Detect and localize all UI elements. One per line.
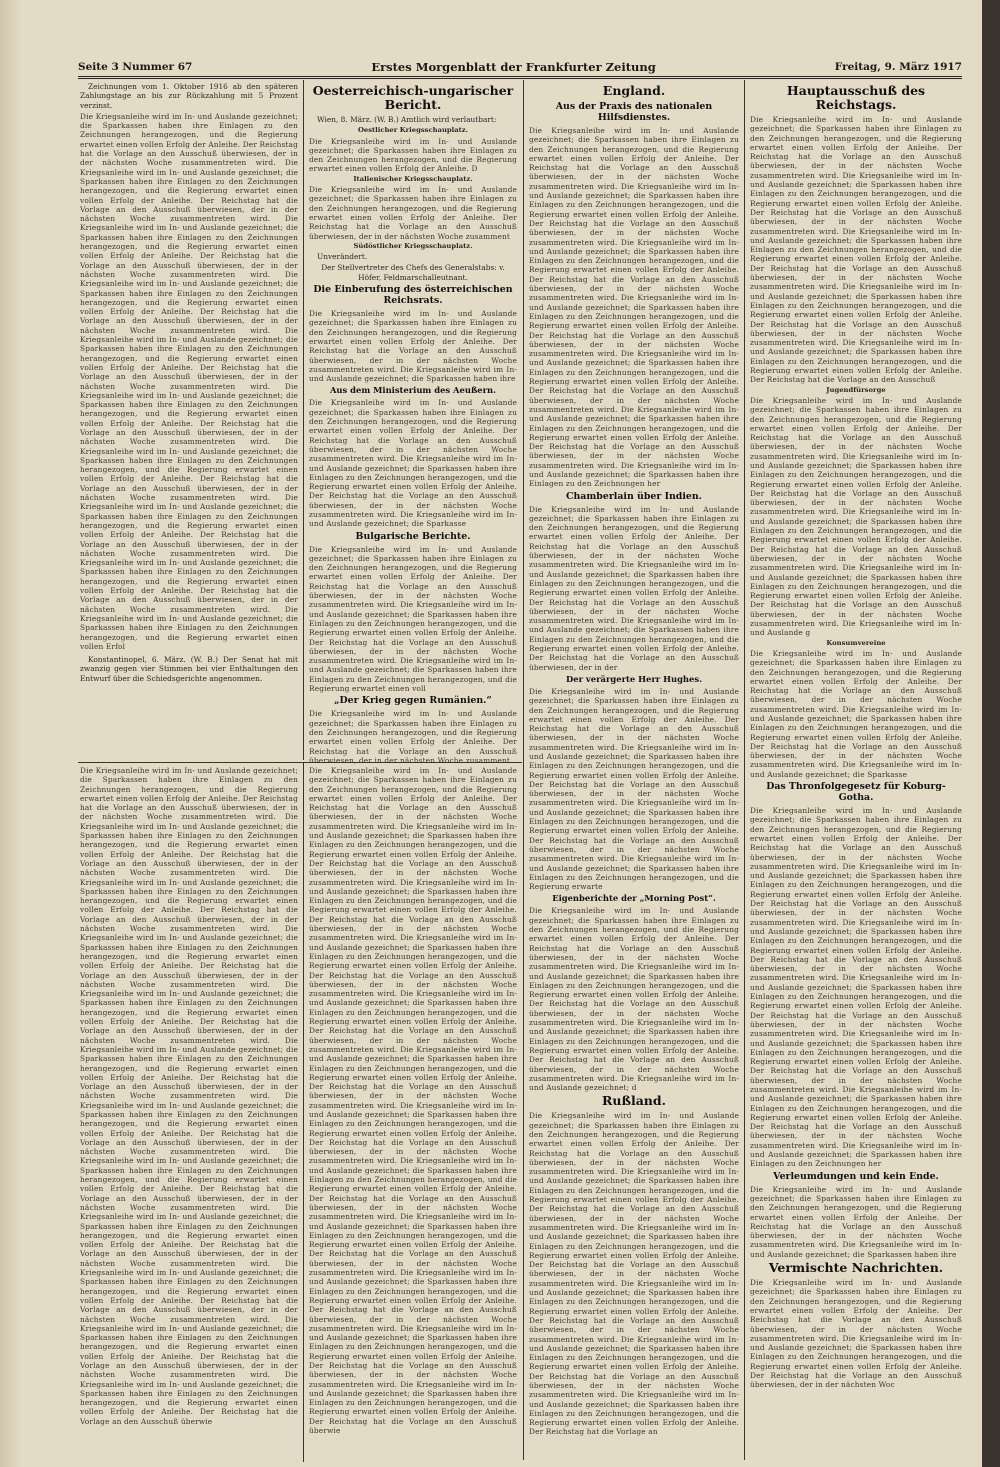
article-body: Die Kriegsanleihe wird im In- und Auslande gezeichnet; die Sparkassen haben ihre Einlagen zu den Zeichnungen herangezogen, und die Regierung erwartet einen vollen Erfolg der Anleihe. Der Reichstag hat die Vorlage an den Ausschuß überwiesen, der in der nächsten Woche zusammentreten wird. Die Kriegsanleihe wird im In- und Auslande gezeichnet; die Sparkassen haben ihre Einlagen zu den Zeichnungen herangezogen, und die Regierung erwartet einen vollen Erfolg der Anleihe. Der Reichstag hat die Vorlage an den Ausschuß überwiesen, der in der nächsten Woche zusammentreten wird. Die Kriegsanleihe wird im In- und Auslande gezeichnet; die Sparkasse [309, 398, 517, 529]
article-body: Die Kriegsanleihe wird im In- und Auslande gezeichnet; die Sparkassen haben ihre Einlagen zu den Zeichnungen herangezogen, und die Regierung erwartet einen vollen Erfolg der Anleihe. Der Reichstag hat die Vorlage an den Ausschuß überwiesen, der in der nächsten Woche zusammentreten wird. Die Kriegsanleihe wird im In- und Auslande gezeichnet; die Sparkassen haben ihre Einlagen zu den Zeichnungen herangezogen, und die Regierung erwartet einen vollen Erfolg der Anleihe. Der Reichstag hat die Vorlage an den Ausschuß überwiesen, der in der nächsten Woche zusammentreten wird. Die Kriegsanleihe wird im In- und Auslande gezeichnet; die Sparkassen haben ihre Einlagen zu den Zeichnungen herangezogen, und die Regierung erwartet einen vollen Erfolg der Anleihe. Der Reichstag hat die Vorlage an den Ausschuß überwiesen, der in der nächsten Woche zusammentreten wird. Die Kriegsanleihe wird im In- und Auslande gezeichnet; die Sparkassen haben ihre Einlagen zu den Zeichnungen herangezogen, und die Regierung erwarte [529, 686, 739, 892]
column-divider [523, 80, 524, 1460]
subheading: Oestlicher Kriegsschauplatz. [357, 126, 469, 135]
headline-oesterreich: Oesterreichisch-ungarischer Bericht. [312, 83, 514, 112]
subheading: Italienischer Kriegsschauplatz. [353, 174, 473, 183]
headline-hilfsdienst: Aus der Praxis des nationalen Hilfsdienstes. [555, 101, 713, 123]
article-body: Die Kriegsanleihe wird im In- und Auslande gezeichnet; die Sparkassen haben ihre Einlagen zu den Zeichnungen herangezogen, und die Regierung erwartet einen vollen Erfolg der Anleihe. Der Reichstag hat die Vorlage an den Ausschuß überwiesen, der in der nächsten Woche zusammentreten wird. Die Kriegsanleihe wird im In- und Auslande gezeichnet; die Sparkassen haben ihre Einlagen zu den Zeichnungen herangezogen, und die Regierung erwartet einen vollen Erfolg der Anleihe. Der Reichstag hat die Vorlage an den Ausschuß überwiesen, der in der nächsten Woche zusammentreten wird. Die Kriegsanleihe wird im In- und Auslande gezeichnet; die Sparkassen haben ihre Einlagen zu den Zeichnungen herangezogen, und die Regierung erwartet einen vollen Erfolg der Anleihe. Der Reichstag hat die Vorlage an den Ausschuß überwiesen, der in der nächsten Woche zusammentreten wird. Die Kriegsanleihe wird im In- und Auslande gezeichnet; die Sparkassen haben ihre Einlagen zu den Zeichnungen herangezogen, und die Regierung erwartet einen vollen Erfolg der Anleihe. Der Reichstag hat die Vorlage an den Ausschuß überwiesen, der in der nächsten Woche zusammentreten wird. Die Kriegsanleihe wird im In- und Auslande gezeichnet; die Sparkassen haben ihre Einlagen zu den Zeichnungen herangezogen, und die Regierung erwartet einen vollen Erfolg der Anleihe. Der Reichstag hat die Vorlage an den Ausschuß überwiesen, der in der nächsten Woche zusammentreten wird. Die Kriegsanleihe wird im In- und Auslande gezeichnet; die Sparkassen haben ihre Einlagen zu den Zeichnungen herangezogen, und die Regierung erwartet einen vollen Erfolg der Anleihe. Der Reichstag hat die Vorlage an [529, 1111, 739, 1437]
headline-vermischte: Vermischte Nachrichten. [768, 1260, 944, 1276]
article-body: Die Kriegsanleihe wird im In- und Auslande gezeichnet; die Sparkassen haben ihre Einlagen zu den Zeichnungen herangezogen, und die Regierung erwartet einen vollen Erfolg der Anleihe. Der Reichstag hat die Vorlage an den Ausschuß überwiesen, der in der nächsten Woche zusammentreten wird. Die Kriegsanleihe wird im In- und Auslande gezeichnet; die Sparkassen haben ihre Einlagen zu den Zeichnungen herangezogen, und die Regierung erwartet einen vollen Erfolg der Anleihe. Der Reichstag hat die Vorlage an den Ausschuß überwiesen, der in der nächsten Woche zusammentreten wird. Die Kriegsanleihe wird im In- und Auslande gezeichnet; die Sparkassen haben ihre Einlagen zu den Zeichnungen herangezogen, und die Regierung erwartet einen vollen Erfolg der Anleihe. Der Reichstag hat die Vorlage an den Ausschuß überwiesen, der in der nächsten Woche zusammentreten wird. Die Kriegsanleihe wird im In- und Auslande gezeichnet; d [529, 906, 739, 1093]
column-2-lower [309, 766, 517, 1460]
headline-hughes: Der verärgerte Herr Hughes. [566, 673, 702, 684]
article-body: Die Kriegsanleihe wird im In- und Auslande gezeichnet; die Sparkassen haben ihre Einlagen zu den Zeichnungen herangezogen, und die Regierung erwartet einen vollen Erfolg der Anleihe. Der Reichstag hat die Vorlage an den Ausschuß überwiesen, der in der nächsten Woche zusammentreten wird. Die Kriegsanleihe wird im In- und Auslande gezeichnet; die Sparkassen haben ihre [309, 309, 517, 384]
article-body: Die Kriegsanleihe wird im In- und Auslande gezeichnet; die Sparkassen haben ihre Einlagen zu den Zeichnungen herangezogen, und die Regierung erwartet einen vollen Erfolg der Anleihe. Der Reichstag hat die Vorlage an den Ausschuß überwiesen, der in der nächsten Woche zusammentreten wird. Die Kriegsanleihe wird im In- und Auslande gezeichnet; die Sparkassen haben ihre Einlagen zu den Zeichnungen herangezogen, und die Regierung erwartet einen vollen Erfolg der Anleihe. Der Reichstag hat die Vorlage an den Ausschuß überwiesen, der in der nächsten Woche zusammentreten wird. Die Kriegsanleihe wird im In- und Auslande gezeichnet; die Sparkassen haben ihre Einlagen zu den Zeichnungen herangezogen, und die Regierung erwartet einen vollen Erfolg der Anleihe. Der Reichstag hat die Vorlage an den Ausschuß überwiesen, der in der nächsten Woche zusammentreten wird. Die Kriegsanleihe wird im In- und Auslande gezeichnet; die Sparkassen haben ihre Einlagen zu den Zeichnungen herangezogen, und die Regierung erwartet einen vollen Erfolg der Anleihe. Der Reichstag hat die Vorlage an den Ausschuß überwiesen, der in der nächsten Woche zusammentreten wird. Die Kriegsanleihe wird im In- und Auslande gezeichnet; die Sparkassen haben ihre Einlagen zu den Zeichnungen herangezogen, und die Regierung erwartet einen vollen Erfolg der Anleihe. Der Reichstag hat die Vorlage an den Ausschuß überwiesen, der in der nächsten Woche zusammentreten wird. Die Kriegsanleihe wird im In- und Auslande gezeichnet; die Sparkassen haben ihre Einlagen zu den Zeichnungen herangezogen, und die Regierung erwartet einen vollen Erfolg der Anleihe. Der Reichstag hat die Vorlage an den Ausschuß überwiesen, der in der nächsten Woche zusammentreten wird. Die Kriegsanleihe wird im In- und Auslande gezeichnet; die Sparkassen haben ihre Einlagen zu den Zeichnungen her [529, 126, 739, 489]
article-lead: Zeichnungen vom 1. Oktober 1916 ab den späteren Zahlungstage an bis zur Rückzahlung mit 5 Prozent verzinst. [80, 82, 298, 110]
headline-hauptausschuss: Hauptausschuß des Reichstags. [786, 83, 926, 112]
article-body: Die Kriegsanleihe wird im In- und Auslande gezeichnet; die Sparkassen haben ihre Einlagen zu den Zeichnungen herangezogen, und die Regierung erwartet einen vollen Erfolg der Anleihe. Der Reichstag hat die Vorlage an den Ausschuß überwiesen, der in der nächsten Woche zusammentreten wird. Die Kriegsanleihe wird im In- und Auslande gezeichnet; die Sparkassen haben ihre Einlagen zu den Zeichnungen herangezogen, und die Regierung erwartet einen vollen Erfolg der Anleihe. Der Reichstag hat die Vorlage an den Ausschuß überwiesen, der in der nächsten Woc [750, 1278, 962, 1390]
article-body: Die Kriegsanleihe wird im In- und Auslande gezeichnet; die Sparkassen haben ihre Einlagen zu den Zeichnungen herangezogen, und die Regierung erwartet einen vollen Erfolg der Anleihe. Der Reichstag hat die Vorlage an den Ausschuß überwiesen, der in der nächsten Woche zusammentreten wird. Die Kriegsanleihe wird im In- und Auslande gezeichnet; die Sparkassen haben ihre Einlagen zu den Zeichnungen herangezogen, und die Regierung erwartet einen vollen Erfolg der Anleihe. Der Reichstag hat die Vorlage an den Ausschuß überwiesen, der in der nächsten Woche zusammentreten wird. Die Kriegsanleihe wird im In- und Auslande gezeichnet; die Sparkassen haben ihre Einlagen zu den Zeichnungen herangezogen, und die Regierung erwartet einen vollen Erfolg der Anleihe. Der Reichstag hat die Vorlage an den Ausschuß überwiesen, der in der nächsten Woche zusammentreten wird. Die Kriegsanleihe wird im In- und Auslande gezeichnet; die Sparkassen haben ihre Einlagen zu den Zeichnungen herangezogen, und die Regierung erwartet einen vollen Erfolg der Anleihe. Der Reichstag hat die Vorlage an den Ausschuß überwiesen, der in der nächsten Woche zusammentreten wird. Die Kriegsanleihe wird im In- und Auslande gezeichnet; die Sparkassen haben ihre Einlagen zu den Zeichnungen herangezogen, und die Regierung erwartet einen vollen Erfolg der Anleihe. Der Reichstag hat die Vorlage an den Ausschuß überwiesen, der in der nächsten Woche zusammentreten wird. Die Kriegsanleihe wird im In- und Auslande gezeichnet; die Sparkassen haben ihre Einlagen zu den Zeichnungen herangezogen, und die Regierung erwartet einen vollen Erfolg der Anleihe. Der Reichstag hat die Vorlage an den Ausschuß überwiesen, der in der nächsten Woche zusammentreten wird. Die Kriegsanleihe wird im In- und Auslande gezeichnet; die Sparkassen haben ihre Einlagen zu den Zeichnungen herangezogen, und die Regierung erwartet einen vollen Erfolg der Anleihe. Der Reichstag hat die Vorlage an den Ausschuß überwiesen, der in der nächsten Woche zusammentreten wird. Die Kriegsanleihe wird im In- und Auslande gezeichnet; die Sparkassen haben ihre Einlagen zu den Zeichnungen herangezogen, und die Regierung erwartet einen vollen Erfolg der Anleihe. Der Reichstag hat die Vorlage an den Ausschuß überwiesen, der in der nächsten Woche zusammentreten wird. Die Kriegsanleihe wird im In- und Auslande gezeichnet; die Sparkassen haben ihre Einlagen zu den Zeichnungen herangezogen, und die Regierung erwartet einen vollen Erfolg der Anleihe. Der Reichstag hat die Vorlage an den Ausschuß überwiesen, der in der nächsten Woche zusammentreten wird. Die Kriegsanleihe wird im In- und Auslande gezeichnet; die Sparkassen haben ihre Einlagen zu den Zeichnungen herangezogen, und die Regierung erwartet einen vollen Erfolg der Anleihe. Der Reichstag hat die Vorlage an den Ausschuß überwiesen, der in der nächsten Woche zusammentreten wird. Die Kriegsanleihe wird im In- und Auslande gezeichnet; die Sparkassen haben ihre Einlagen zu den Zeichnungen herangezogen, und die Regierung erwartet einen vollen Erfolg der Anleihe. Der Reichstag hat die Vorlage an den Ausschuß überwiesen, der in der nächsten Woche zusammentreten wird. Die Kriegsanleihe wird im In- und Auslande gezeichnet; die Sparkassen haben ihre Einlagen zu den Zeichnungen herangezogen, und die Regierung erwartet einen vollen Erfolg der Anleihe. Der Reichstag hat die Vorlage an den Ausschuß überwie [309, 766, 517, 1436]
page-binding-shadow [0, 0, 22, 1467]
article-body: Die Kriegsanleihe wird im In- und Auslande gezeichnet; die Sparkassen haben ihre Einlagen zu den Zeichnungen herangezogen, und die Regierung erwartet einen vollen Erfolg der Anleihe. Der Reichstag hat die Vorlage an den Ausschuß überwiesen, der in der nächsten Woche zusamment [309, 185, 517, 241]
article-body: Die Kriegsanleihe wird im In- und Auslande gezeichnet; die Sparkassen haben ihre Einlagen zu den Zeichnungen herangezogen, und die Regierung erwartet einen vollen Erfolg der Anleihe. Der Reichstag hat die Vorlage an den Ausschuß überwiesen, der in der nächsten Woche zusammentreten wird. Die Kriegsanleihe wird im In- und Auslande gezeichnet; die Sparkassen haben ihre Einlagen zu den Zeichnungen herangezogen, und die Regierung erwartet einen vollen Erfolg der Anleihe. Der Reichstag hat die Vorlage an den Ausschuß überwiesen, der in der nächsten Woche zusammentreten wird. Die Kriegsanleihe wird im In- und Auslande gezeichnet; die Sparkassen haben ihre Einlagen zu den Zeichnungen herangezogen, und die Regierung erwartet einen vollen Erfolg der Anleihe. Der Reichstag hat die Vorlage an den Ausschuß überwiesen, der in der nächsten Woche zusammentreten wird. Die Kriegsanleihe wird im In- und Auslande gezeichnet; die Sparkassen haben ihre Einlagen zu den Zeichnungen herangezogen, und die Regierung erwartet einen vollen Erfolg der Anleihe. Der Reichstag hat die Vorlage an den Ausschuß überwiesen, der in der nächsten Woche zusammentreten wird. Die Kriegsanleihe wird im In- und Auslande gezeichnet; die Sparkassen haben ihre Einlagen zu den Zeichnungen herangezogen, und die Regierung erwartet einen vollen Erfolg der Anleihe. Der Reichstag hat die Vorlage an den Ausschuß [750, 115, 962, 385]
headline-rumaenien: „Der Krieg gegen Rumänien.“ [334, 695, 492, 707]
issue-date: Freitag, 9. März 1917 [834, 61, 962, 73]
headline-verleumdungen: Verleumdungen und kein Ende. [773, 1170, 939, 1182]
subheading: Jugendfürsorge [826, 385, 886, 394]
headline-chamberlain: Chamberlain über Indien. [566, 490, 702, 502]
header-rule [78, 76, 962, 77]
page-header [78, 58, 962, 76]
column-4 [750, 82, 962, 1460]
subheading: Konsumvereine [826, 638, 886, 647]
article-body: Die Kriegsanleihe wird im In- und Auslande gezeichnet; die Sparkassen haben ihre Einlagen zu den Zeichnungen herangezogen, und die Regierung erwartet einen vollen Erfolg der Anleihe. Der Reichstag hat die Vorlage an den Ausschuß überwiesen, der in der nächsten Woche zusammentreten wird. Die Kriegsanleihe wird im In- und Auslande gezeichnet; die Sparkassen haben ihre Einlagen zu den Zeichnungen herangezogen, und die Regierung erwartet einen vollen Erfolg der Anleihe. Der Reichstag hat die Vorlage an den Ausschuß überwiesen, der in der nächsten Woche zusammentreten wird. Die Kriegsanleihe wird im In- und Auslande gezeichnet; die Sparkassen haben ihre Einlagen zu den Zeichnungen herangezogen, und die Regierung erwartet einen voll [309, 544, 517, 694]
headline-bulgarisch: Bulgarische Berichte. [355, 530, 471, 542]
article-footer: Konstantinopel, 6. März. (W. B.) Der Senat hat mit zwanzig gegen vier Stimmen bei vier Enthaltungen den Entwurf über die Schiedsgerichte angenommen. [80, 655, 298, 683]
headline-russland: Rußland. [601, 1093, 666, 1109]
article-body: Die Kriegsanleihe wird im In- und Auslande gezeichnet; die Sparkassen haben ihre Einlagen zu den Zeichnungen herangezogen, und die Regierung erwartet einen vollen Erfolg der Anleihe. Der Reichstag hat die Vorlage an den Ausschuß überwiesen, der in der nächsten Woche zusammentreten wird. Die Kriegsanleihe wird im In- und Auslande gezeichnet; die Sparkassen haben ihre Einlagen zu den Zeichnungen herangezogen, und die Regierung erwartet einen vollen Erfolg der Anleihe. Der Reichstag hat die Vorlage an den Ausschuß überwiesen, der in der nächsten Woche zusammentreten wird. Die Kriegsanleihe wird im In- und Auslande gezeichnet; die Sparkassen haben ihre Einlagen zu den Zeichnungen herangezogen, und die Regierung erwartet einen vollen Erfolg der Anleihe. Der Reichstag hat die Vorlage an den Ausschuß überwiesen, der in der nächsten Woche zusammentreten wird. Die Kriegsanleihe wird im In- und Auslande gezeichnet; die Sparkassen haben ihre Einlagen zu den Zeichnungen herangezogen, und die Regierung erwartet einen vollen Erfolg der Anleihe. Der Reichstag hat die Vorlage an den Ausschuß überwiesen, der in der nächsten Woche zusammentreten wird. Die Kriegsanleihe wird im In- und Auslande gezeichnet; die Sparkassen haben ihre Einlagen zu den Zeichnungen herangezogen, und die Regierung erwartet einen vollen Erfolg der Anleihe. Der Reichstag hat die Vorlage an den Ausschuß überwiesen, der in der nächsten Woche zusammentreten wird. Die Kriegsanleihe wird im In- und Auslande gezeichnet; die Sparkassen haben ihre Einlagen zu den Zeichnungen herangezogen, und die Regierung erwartet einen vollen Erfolg der Anleihe. Der Reichstag hat die Vorlage an den Ausschuß überwiesen, der in der nächsten Woche zusammentreten wird. Die Kriegsanleihe wird im In- und Auslande gezeichnet; die Sparkassen haben ihre Einlagen zu den Zeichnungen her [750, 806, 962, 1169]
article-body: Die Kriegsanleihe wird im In- und Auslande gezeichnet; die Sparkassen haben ihre Einlagen zu den Zeichnungen herangezogen, und die Regierung erwartet einen vollen Erfolg der Anleihe. Der Reichstag hat die Vorlage an den Ausschuß überwiesen, der in der nächsten Woche zusammentreten wird. Die Kriegsanleihe wird im In- und Auslande gezeichnet; die Sparkassen haben ihre Einlagen zu den Zeichnungen herangezogen, und die Regierung erwartet einen vollen Erfolg der Anleihe. Der Reichstag hat die Vorlage an den Ausschuß überwiesen, der in der nächsten Woche zusammentreten wird. Die Kriegsanleihe wird im In- und Auslande gezeichnet; die Sparkassen haben ihre Einlagen zu den Zeichnungen herangezogen, und die Regierung erwartet einen vollen Erfolg der Anleihe. Der Reichstag hat die Vorlage an den Ausschuß überwiesen, der in der [529, 504, 739, 672]
article-body: Die Kriegsanleihe wird im In- und Auslande gezeichnet; die Sparkassen haben ihre Einlagen zu den Zeichnungen herangezogen, und die Regierung erwartet einen vollen Erfolg der Anleihe. Der Reichstag hat die Vorlage an den Ausschuß überwiesen, der in der nächsten Woche zusammentreten wird. Die Kriegsanleihe wird im In- und Auslande gezeichnet; die Sparkassen haben ihre [750, 1184, 962, 1259]
article-body: Die Kriegsanleihe wird im In- und Auslande gezeichnet; die Sparkassen haben ihre Einlagen zu den Zeichnungen herangezogen, und die Regierung erwartet einen vollen Erfolg der Anleihe. Der Reichstag hat die Vorlage an den Ausschuß überwiesen, der in der nächsten Woche zusamment [309, 709, 517, 765]
article-body: Die Kriegsanleihe wird im In- und Auslande gezeichnet; die Sparkassen haben ihre Einlagen zu den Zeichnungen herangezogen, und die Regierung erwartet einen vollen Erfolg der Anleihe. Der Reichstag hat die Vorlage an den Ausschuß überwiesen, der in der nächsten Woche zusammentreten wird. Die Kriegsanleihe wird im In- und Auslande gezeichnet; die Sparkassen haben ihre Einlagen zu den Zeichnungen herangezogen, und die Regierung erwartet einen vollen Erfolg der Anleihe. Der Reichstag hat die Vorlage an den Ausschuß überwiesen, der in der nächsten Woche zusammentreten wird. Die Kriegsanleihe wird im In- und Auslande gezeichnet; die Sparkassen haben ihre Einlagen zu den Zeichnungen herangezogen, und die Regierung erwartet einen vollen Erfolg der Anleihe. Der Reichstag hat die Vorlage an den Ausschuß überwiesen, der in der nächsten Woche zusammentreten wird. Die Kriegsanleihe wird im In- und Auslande gezeichnet; die Sparkassen haben ihre Einlagen zu den Zeichnungen herangezogen, und die Regierung erwartet einen vollen Erfolg der Anleihe. Der Reichstag hat die Vorlage an den Ausschuß überwiesen, der in der nächsten Woche zusammentreten wird. Die Kriegsanleihe wird im In- und Auslande gezeichnet; die Sparkassen haben ihre Einlagen zu den Zeichnungen herangezogen, und die Regierung erwartet einen vollen Erfolg der Anleihe. Der Reichstag hat die Vorlage an den Ausschuß überwiesen, der in der nächsten Woche zusammentreten wird. Die Kriegsanleihe wird im In- und Auslande gezeichnet; die Sparkassen haben ihre Einlagen zu den Zeichnungen herangezogen, und die Regierung erwartet einen vollen Erfolg der Anleihe. Der Reichstag hat die Vorlage an den Ausschuß überwiesen, der in der nächsten Woche zusammentreten wird. Die Kriegsanleihe wird im In- und Auslande gezeichnet; die Sparkassen haben ihre Einlagen zu den Zeichnungen herangezogen, und die Regierung erwartet einen vollen Erfolg der Anleihe. Der Reichstag hat die Vorlage an den Ausschuß überwiesen, der in der nächsten Woche zusammentreten wird. Die Kriegsanleihe wird im In- und Auslande gezeichnet; die Sparkassen haben ihre Einlagen zu den Zeichnungen herangezogen, und die Regierung erwartet einen vollen Erfolg der Anleihe. Der Reichstag hat die Vorlage an den Ausschuß überwiesen, der in der nächsten Woche zusammentreten wird. Die Kriegsanleihe wird im In- und Auslande gezeichnet; die Sparkassen haben ihre Einlagen zu den Zeichnungen herangezogen, und die Regierung erwartet einen vollen Erfolg der Anleihe. Der Reichstag hat die Vorlage an den Ausschuß überwiesen, der in der nächsten Woche zusammentreten wird. Die Kriegsanleihe wird im In- und Auslande gezeichnet; die Sparkassen haben ihre Einlagen zu den Zeichnungen herangezogen, und die Regierung erwartet einen vollen Erfol [80, 111, 298, 651]
signature: Der Stellvertreter des Chefs des Generalstabs: v. Höfer, Feldmarschalleutnant. [321, 263, 505, 282]
article-body: Die Kriegsanleihe wird im In- und Auslande gezeichnet; die Sparkassen haben ihre Einlagen zu den Zeichnungen herangezogen, und die Regierung erwartet einen vollen Erfolg der Anleihe. Der Reichstag hat die Vorlage an den Ausschuß überwiesen, der in der nächsten Woche zusammentreten wird. Die Kriegsanleihe wird im In- und Auslande gezeichnet; die Sparkassen haben ihre Einlagen zu den Zeichnungen herangezogen, und die Regierung erwartet einen vollen Erfolg der Anleihe. Der Reichstag hat die Vorlage an den Ausschuß überwiesen, der in der nächsten Woche zusammentreten wird. Die Kriegsanleihe wird im In- und Auslande gezeichnet; die Sparkasse [750, 648, 962, 779]
column-divider [303, 80, 304, 760]
column-1-upper [80, 82, 298, 758]
page-number: Seite 3 Nummer 67 [78, 61, 193, 73]
column-2-upper [309, 82, 517, 765]
subheading: Südöstlicher Kriegsschauplatz. [353, 241, 473, 250]
column-1-lower [80, 766, 298, 1460]
article-body: Die Kriegsanleihe wird im In- und Auslande gezeichnet; die Sparkassen haben ihre Einlagen zu den Zeichnungen herangezogen, und die Regierung erwartet einen vollen Erfolg der Anleihe. D [309, 136, 517, 174]
headline-morning-post: Eigenberichte der „Morning Post“. [552, 893, 716, 904]
headline-koburg-gotha: Das Thronfolgegesetz für Koburg-Gotha. [766, 781, 946, 804]
headline-reichsrat: Die Einberufung des österreichischen Reichsrats. [313, 284, 513, 307]
header-rule-2 [78, 78, 962, 79]
article-body: Die Kriegsanleihe wird im In- und Auslande gezeichnet; die Sparkassen haben ihre Einlagen zu den Zeichnungen herangezogen, und die Regierung erwartet einen vollen Erfolg der Anleihe. Der Reichstag hat die Vorlage an den Ausschuß überwiesen, der in der nächsten Woche zusammentreten wird. Die Kriegsanleihe wird im In- und Auslande gezeichnet; die Sparkassen haben ihre Einlagen zu den Zeichnungen herangezogen, und die Regierung erwartet einen vollen Erfolg der Anleihe. Der Reichstag hat die Vorlage an den Ausschuß überwiesen, der in der nächsten Woche zusammentreten wird. Die Kriegsanleihe wird im In- und Auslande gezeichnet; die Sparkassen haben ihre Einlagen zu den Zeichnungen herangezogen, und die Regierung erwartet einen vollen Erfolg der Anleihe. Der Reichstag hat die Vorlage an den Ausschuß überwiesen, der in der nächsten Woche zusammentreten wird. Die Kriegsanleihe wird im In- und Auslande gezeichnet; die Sparkassen haben ihre Einlagen zu den Zeichnungen herangezogen, und die Regierung erwartet einen vollen Erfolg der Anleihe. Der Reichstag hat die Vorlage an den Ausschuß überwiesen, der in der nächsten Woche zusammentreten wird. Die Kriegsanleihe wird im In- und Auslande gezeichnet; die Sparkassen haben ihre Einlagen zu den Zeichnungen herangezogen, und die Regierung erwartet einen vollen Erfolg der Anleihe. Der Reichstag hat die Vorlage an den Ausschuß überwiesen, der in der nächsten Woche zusammentreten wird. Die Kriegsanleihe wird im In- und Auslande gezeichnet; die Sparkassen haben ihre Einlagen zu den Zeichnungen herangezogen, und die Regierung erwartet einen vollen Erfolg der Anleihe. Der Reichstag hat die Vorlage an den Ausschuß überwiesen, der in der nächsten Woche zusammentreten wird. Die Kriegsanleihe wird im In- und Auslande gezeichnet; die Sparkassen haben ihre Einlagen zu den Zeichnungen herangezogen, und die Regierung erwartet einen vollen Erfolg der Anleihe. Der Reichstag hat die Vorlage an den Ausschuß überwiesen, der in der nächsten Woche zusammentreten wird. Die Kriegsanleihe wird im In- und Auslande gezeichnet; die Sparkassen haben ihre Einlagen zu den Zeichnungen herangezogen, und die Regierung erwartet einen vollen Erfolg der Anleihe. Der Reichstag hat die Vorlage an den Ausschuß überwiesen, der in der nächsten Woche zusammentreten wird. Die Kriegsanleihe wird im In- und Auslande gezeichnet; die Sparkassen haben ihre Einlagen zu den Zeichnungen herangezogen, und die Regierung erwartet einen vollen Erfolg der Anleihe. Der Reichstag hat die Vorlage an den Ausschuß überwiesen, der in der nächsten Woche zusammentreten wird. Die Kriegsanleihe wird im In- und Auslande gezeichnet; die Sparkassen haben ihre Einlagen zu den Zeichnungen herangezogen, und die Regierung erwartet einen vollen Erfolg der Anleihe. Der Reichstag hat die Vorlage an den Ausschuß überwiesen, der in der nächsten Woche zusammentreten wird. Die Kriegsanleihe wird im In- und Auslande gezeichnet; die Sparkassen haben ihre Einlagen zu den Zeichnungen herangezogen, und die Regierung erwartet einen vollen Erfolg der Anleihe. Der Reichstag hat die Vorlage an den Ausschuß überwiesen, der in der nächsten Woche zusammentreten wird. Die Kriegsanleihe wird im In- und Auslande gezeichnet; die Sparkassen haben ihre Einlagen zu den Zeichnungen herangezogen, und die Regierung erwartet einen vollen Erfolg der Anleihe. Der Reichstag hat die Vorlage an den Ausschuß überwie [80, 766, 298, 1426]
column-divider [303, 762, 304, 1462]
dateline: Wien, 8. März. (W. B.) Amtlich wird verlautbart: [317, 115, 497, 124]
newspaper-title: Erstes Morgenblatt der Frankfurter Zeitung [371, 60, 656, 74]
unchanged-note: Unverändert. [317, 252, 368, 262]
article-body: Die Kriegsanleihe wird im In- und Auslande gezeichnet; die Sparkassen haben ihre Einlagen zu den Zeichnungen herangezogen, und die Regierung erwartet einen vollen Erfolg der Anleihe. Der Reichstag hat die Vorlage an den Ausschuß überwiesen, der in der nächsten Woche zusammentreten wird. Die Kriegsanleihe wird im In- und Auslande gezeichnet; die Sparkassen haben ihre Einlagen zu den Zeichnungen herangezogen, und die Regierung erwartet einen vollen Erfolg der Anleihe. Der Reichstag hat die Vorlage an den Ausschuß überwiesen, der in der nächsten Woche zusammentreten wird. Die Kriegsanleihe wird im In- und Auslande gezeichnet; die Sparkassen haben ihre Einlagen zu den Zeichnungen herangezogen, und die Regierung erwartet einen vollen Erfolg der Anleihe. Der Reichstag hat die Vorlage an den Ausschuß überwiesen, der in der nächsten Woche zusammentreten wird. Die Kriegsanleihe wird im In- und Auslande gezeichnet; die Sparkassen haben ihre Einlagen zu den Zeichnungen herangezogen, und die Regierung erwartet einen vollen Erfolg der Anleihe. Der Reichstag hat die Vorlage an den Ausschuß überwiesen, der in der nächsten Woche zusammentreten wird. Die Kriegsanleihe wird im In- und Auslande g [750, 395, 962, 638]
column-3 [529, 82, 739, 1460]
column-divider [744, 80, 745, 1460]
headline-ministerium: Aus dem Ministerium des Aeußern. [329, 385, 497, 396]
headline-england: England. [602, 83, 666, 98]
scan-border [982, 0, 1000, 1467]
